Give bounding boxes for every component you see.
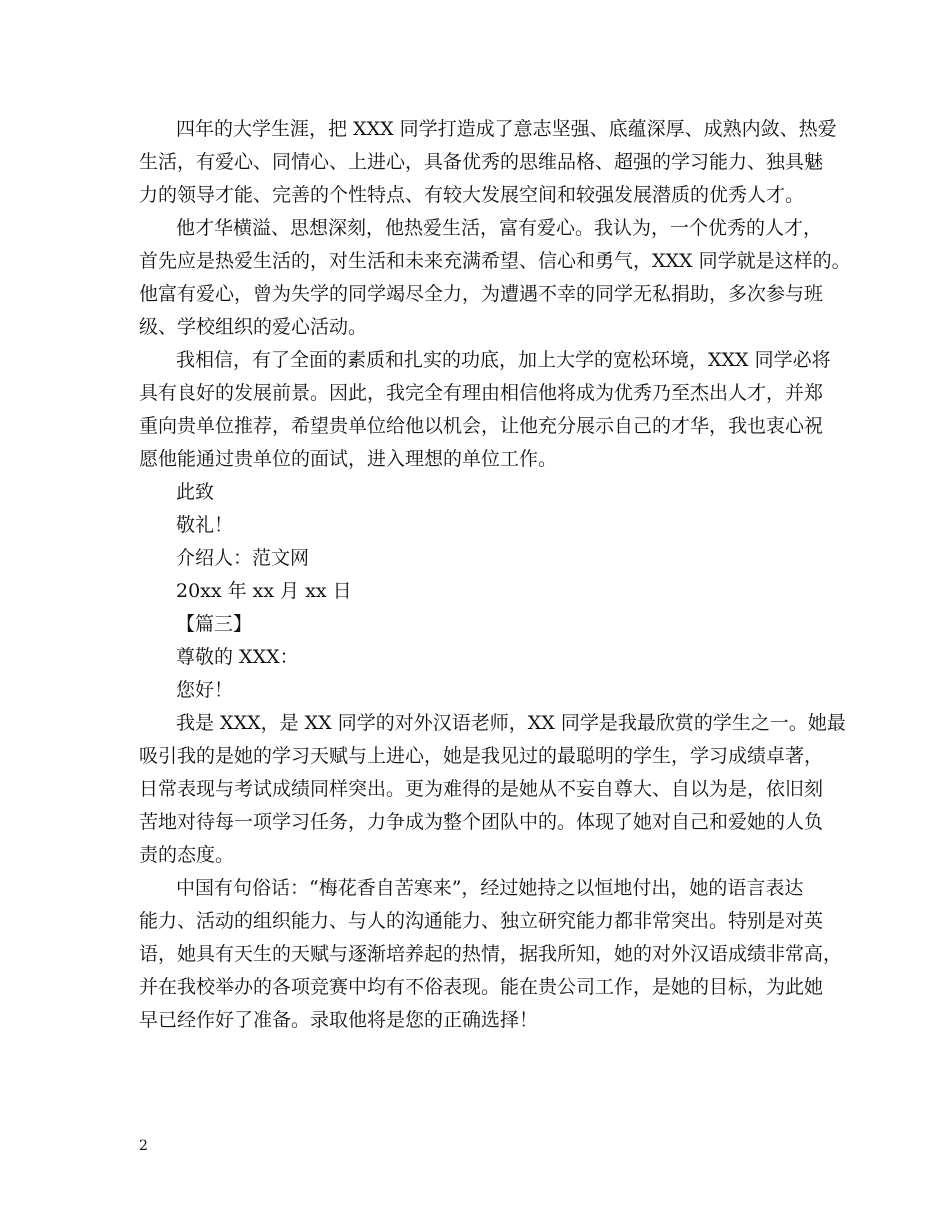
text-line: 20xx 年 xx 月 xx 日 bbox=[176, 580, 352, 602]
text-line: 四年的大学生涯，把 XXX 同学打造成了意志坚强、底蕴深厚、成熟内敛、热爱 bbox=[176, 118, 837, 140]
text-line: 中国有句俗话：“梅花香自苦寒来”，经过她持之以恒地付出，她的语言表达 bbox=[176, 877, 804, 899]
text-line: 介绍人：范文网 bbox=[176, 547, 310, 569]
text-line: 日常表现与考试成绩同样突出。更为难得的是她从不妄自尊大、自以为是，依旧刻 bbox=[139, 778, 824, 800]
text-line: 生活，有爱心、同情心、上进心，具备优秀的思维品格、超强的学习能力、独具魅 bbox=[139, 151, 824, 173]
text-line: 我相信，有了全面的素质和扎实的功底，加上大学的宽松环境，XXX 同学必将 bbox=[176, 349, 831, 371]
text-line: 责的态度。 bbox=[139, 844, 235, 866]
text-line: 早已经作好了准备。录取他将是您的正确选择！ bbox=[139, 1009, 539, 1031]
text-line: 首先应是热爱生活的，对生活和未来充满希望、信心和勇气，XXX 同学就是这样的。 bbox=[139, 250, 851, 272]
text-line: 您好！ bbox=[176, 679, 234, 701]
text-line: 语，她具有天生的天赋与逐渐培养起的热情，据我所知，她的对外汉语成绩非常高， bbox=[139, 943, 843, 965]
text-line: 重向贵单位推荐，希望贵单位给他以机会，让他充分展示自己的才华，我也衷心祝 bbox=[139, 415, 824, 437]
text-line: 并在我校举办的各项竞赛中均有不俗表现。能在贵公司工作，是她的目标，为此她 bbox=[139, 976, 824, 998]
text-line: 此致 bbox=[176, 481, 215, 503]
text-line: 他才华横溢、思想深刻，他热爱生活，富有爱心。我认为，一个优秀的人才， bbox=[176, 217, 823, 239]
text-line: 能力、活动的组织能力、与人的沟通能力、独立研究能力都非常突出。特别是对英 bbox=[139, 910, 824, 932]
document-body bbox=[139, 113, 851, 1037]
text-line: 苦地对待每一项学习任务，力争成为整个团队中的。体现了她对自己和爱她的人负 bbox=[139, 811, 824, 833]
text-line: 尊敬的 XXX： bbox=[176, 646, 299, 668]
text-line: 具有良好的发展前景。因此，我完全有理由相信他将成为优秀乃至杰出人才，并郑 bbox=[139, 382, 824, 404]
text-line: 力的领导才能、完善的个性特点、有较大发展空间和较强发展潜质的优秀人才。 bbox=[139, 184, 805, 206]
text-line: 我是 XXX，是 XX 同学的对外汉语老师，XX 同学是我最欣赏的学生之一。她最 bbox=[176, 712, 846, 734]
text-line: 级、学校组织的爱心活动。 bbox=[139, 316, 368, 338]
text-line: 敬礼！ bbox=[176, 514, 234, 536]
text-line: 【篇三】 bbox=[176, 613, 253, 635]
text-line: 愿他能通过贵单位的面试，进入理想的单位工作。 bbox=[139, 448, 558, 470]
text-line: 他富有爱心，曾为失学的同学竭尽全力，为遭遇不幸的同学无私捐助，多次参与班 bbox=[139, 283, 824, 305]
text-line: 吸引我的是她的学习天赋与上进心，她是我见过的最聪明的学生，学习成绩卓著， bbox=[139, 745, 824, 767]
page-number: 2 bbox=[139, 1138, 148, 1154]
